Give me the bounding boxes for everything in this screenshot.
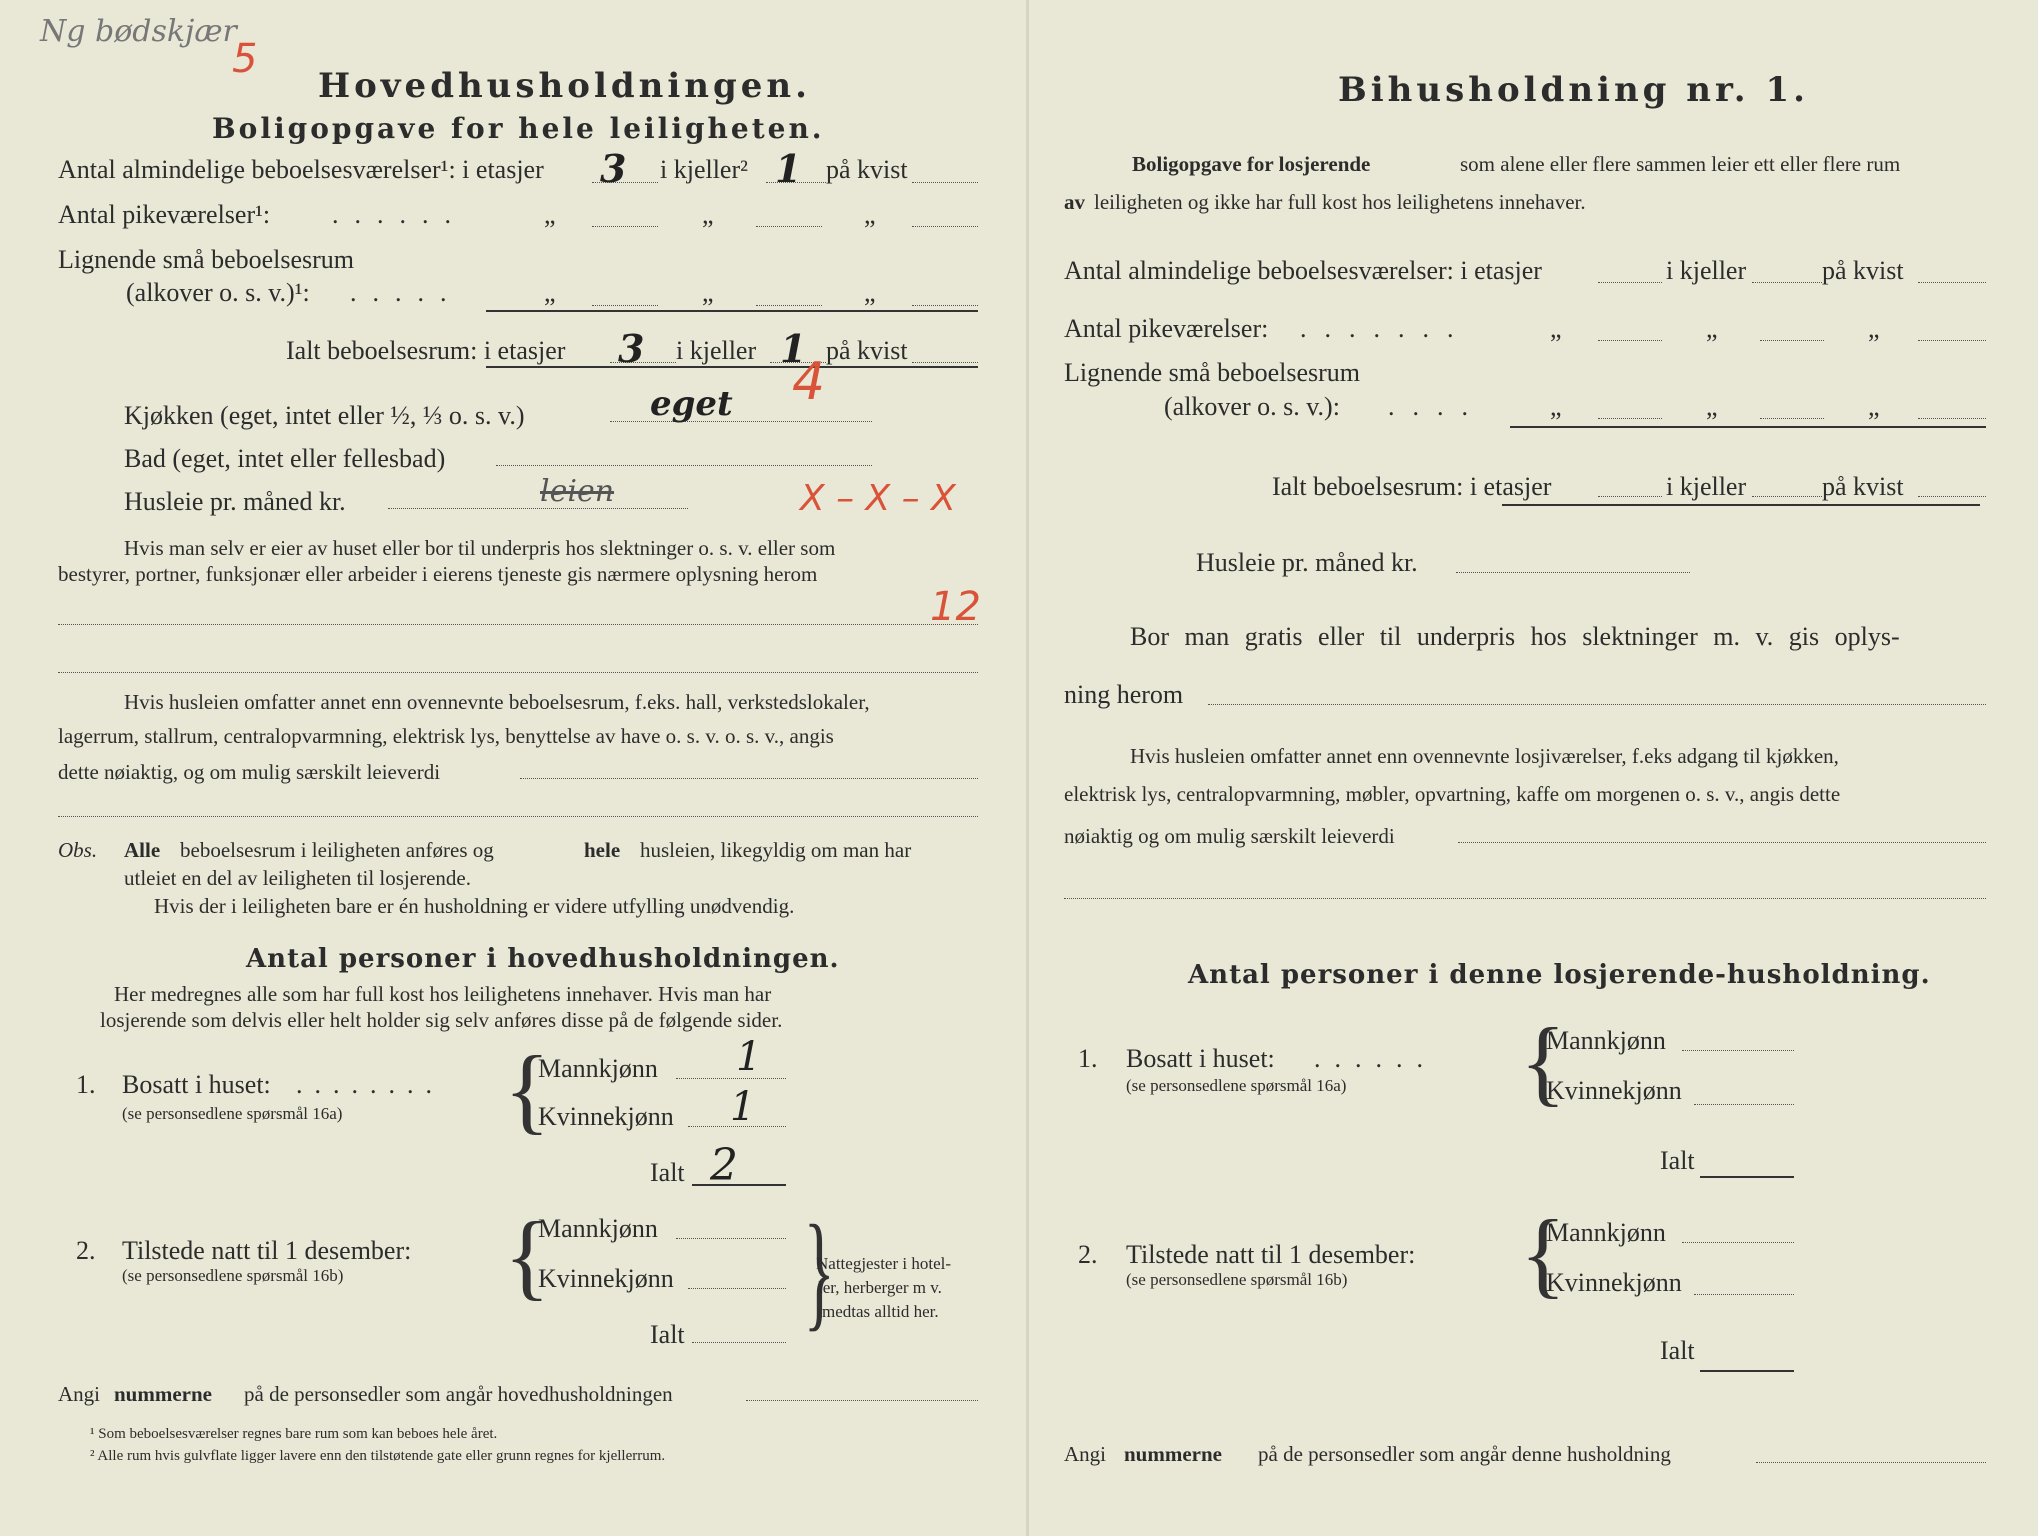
left-q2-close-brace: } <box>803 1199 835 1343</box>
left-obs-prefix: Obs. <box>58 838 98 862</box>
left-kjeller-label: i kjeller² <box>660 155 748 184</box>
left-omfatter-3: dette nøiaktig, og om mulig særskilt leieverdi <box>58 760 441 784</box>
right-angi-text: på de personsedler som angår denne husholdning <box>1258 1442 1671 1466</box>
left-q1-brace: { <box>504 1036 551 1143</box>
left-persons-text-1: Her medregnes alle som har full kost hos leilighetens innehaver. Hvis man har <box>114 982 772 1006</box>
left-husleie-red-marks: X – X – X <box>800 478 956 519</box>
right-alkover-ditto-1: „ <box>1550 392 1562 421</box>
right-intro-text-2: leiligheten og ikke har full kost hos leilighetens innehaver. <box>1094 190 1586 214</box>
left-q2-kvinne-line[interactable] <box>688 1288 786 1289</box>
left-bad-line[interactable] <box>496 465 872 466</box>
left-ialt-kvist-line[interactable] <box>912 362 978 363</box>
left-kjokken-value: eget <box>650 384 733 424</box>
left-pike-kvist-line[interactable] <box>912 226 978 227</box>
left-etasjer-value: 3 <box>600 146 627 191</box>
right-ialt-kvist-label: på kvist <box>1822 472 1904 501</box>
left-pike-ditto-3: „ <box>864 200 876 229</box>
left-footnote-2: ² Alle rum hvis gulvflate ligger lavere enn den tilstøtende gate eller grunn regnes for kjellerrum. <box>90 1448 666 1464</box>
left-angi-text: på de personsedler som angår hovedhusholdningen <box>244 1382 673 1406</box>
right-omfatter-line-2[interactable] <box>1064 898 1986 899</box>
left-pike-etasjer-line[interactable] <box>592 226 658 227</box>
left-alkover-kjeller-line[interactable] <box>756 305 822 306</box>
left-obs-text-a: beboelsesrum i leiligheten anføres og <box>180 838 494 862</box>
right-ialt-etasjer-line[interactable] <box>1598 496 1662 497</box>
right-kvist-label: på kvist <box>1822 256 1904 285</box>
left-bad-label: Bad (eget, intet eller fellesbad) <box>124 444 446 473</box>
right-intro-text-1: som alene eller flere sammen leier ett eller flere rum <box>1460 152 1901 176</box>
right-intro-bold: Boligopgave for losjerende <box>1132 152 1371 176</box>
left-q1-kvinne-label: Kvinnekjønn <box>538 1102 674 1131</box>
left-kjokken-label: Kjøkken (eget, intet eller ½, ⅓ o. s. v.) <box>124 401 525 430</box>
left-title: Hovedhusholdningen. <box>318 66 811 106</box>
right-pike-label: Antal pikeværelser: <box>1064 314 1269 343</box>
right-q2-sub: (se personsedlene spørsmål 16b) <box>1126 1270 1348 1289</box>
right-q2-ialt-rule <box>1700 1370 1794 1372</box>
left-alkover-etasjer-line[interactable] <box>592 305 658 306</box>
right-q2-mann-line[interactable] <box>1682 1242 1794 1243</box>
left-kvist-line[interactable] <box>912 182 978 183</box>
right-alkover-kvist-line[interactable] <box>1918 418 1986 419</box>
right-q2-brace: { <box>1520 1200 1567 1307</box>
right-q1-ialt-rule <box>1700 1176 1794 1178</box>
right-ialt-label: Ialt beboelsesrum: i etasjer <box>1272 472 1552 501</box>
left-alkover-kvist-line[interactable] <box>912 305 978 306</box>
right-ialt-kjeller-label: i kjeller <box>1666 472 1747 501</box>
right-sum-rule <box>1510 426 1986 428</box>
left-obs-text-3: Hvis der i leiligheten bare er én husholdning er videre utfylling unødvendig. <box>154 894 795 918</box>
left-q1-dots: ........ <box>296 1070 444 1099</box>
left-eier-line-2[interactable] <box>58 672 978 673</box>
left-kvist-label: på kvist <box>826 155 908 184</box>
right-husleie-label: Husleie pr. måned kr. <box>1196 548 1418 577</box>
left-q1-ialt-label: Ialt <box>650 1158 685 1187</box>
left-q2-sub: (se personsedlene spørsmål 16b) <box>122 1266 344 1285</box>
right-q1-label: Bosatt i huset: <box>1126 1044 1275 1073</box>
left-ialt-kjeller-value: 1 <box>780 326 807 371</box>
left-alkover-ditto-2: „ <box>702 278 714 307</box>
page-fold <box>1026 0 1029 1536</box>
left-q1-label: Bosatt i huset: <box>122 1070 271 1099</box>
left-q2-ialt-label: Ialt <box>650 1320 685 1349</box>
right-q2-number: 2. <box>1078 1240 1098 1269</box>
right-alkover-etasjer-line[interactable] <box>1598 418 1662 419</box>
left-q2-number: 2. <box>76 1236 96 1265</box>
right-q1-mann-line[interactable] <box>1682 1050 1794 1051</box>
left-pike-label: Antal pikeværelser¹: <box>58 200 271 229</box>
right-rooms-label: Antal almindelige beboelsesværelser: i etasjer <box>1064 256 1542 285</box>
left-rooms-label: Antal almindelige beboelsesværelser¹: i etasjer <box>58 155 544 184</box>
right-q1-sub: (se personsedlene spørsmål 16a) <box>1126 1076 1347 1095</box>
left-q1-ialt-value: 2 <box>710 1140 738 1191</box>
left-eier-text-2: bestyrer, portner, funksjonær eller arbeider i eierens tjeneste gis nærmere oplysning herom <box>58 562 818 586</box>
left-husleie-line[interactable] <box>388 508 688 509</box>
left-persons-title: Antal personer i hovedhusholdningen. <box>246 944 840 974</box>
left-ialt-kjeller-label: i kjeller <box>676 336 757 365</box>
right-omfatter-line-1[interactable] <box>1458 842 1986 843</box>
left-q2-note-1: Nattegjester i hotel- <box>816 1254 952 1273</box>
right-husleie-line[interactable] <box>1456 572 1690 573</box>
left-q1-mann-label: Mannkjønn <box>538 1054 658 1083</box>
right-q2-ialt-label: Ialt <box>1660 1336 1695 1365</box>
left-q1-mann-value: 1 <box>736 1034 762 1080</box>
right-pike-ditto-1: „ <box>1550 314 1562 343</box>
right-gratis-2: ning herom <box>1064 680 1184 709</box>
right-small-rooms-label: Lignende små beboelsesrum <box>1064 358 1361 387</box>
right-pike-dots: ....... <box>1300 314 1472 343</box>
right-pike-ditto-3: „ <box>1868 314 1880 343</box>
left-q1-number: 1. <box>76 1070 96 1099</box>
right-q1-brace: { <box>1520 1008 1567 1115</box>
right-kvist-line[interactable] <box>1918 282 1986 283</box>
right-pike-kvist-line[interactable] <box>1918 340 1986 341</box>
left-eier-red-number: 12 <box>930 584 981 630</box>
left-obs-text-b: husleien, likegyldig om man har <box>640 838 912 862</box>
left-ialt-rule <box>486 366 978 368</box>
left-kjeller-value: 1 <box>775 146 802 191</box>
left-small-rooms-label: Lignende små beboelsesrum <box>58 245 355 274</box>
right-q1-kvinne-label: Kvinnekjønn <box>1546 1076 1682 1105</box>
right-q2-kvinne-line[interactable] <box>1694 1294 1794 1295</box>
left-angi-prefix: Angi <box>58 1382 100 1406</box>
left-persons-text-2: losjerende som delvis eller helt holder sig selv anføres disse på de følgende sider. <box>100 1008 783 1032</box>
right-gratis-1: Bor man gratis eller til underpris hos slektninger m. v. gis oplys- <box>1130 622 1900 651</box>
right-angi-line[interactable] <box>1756 1462 1986 1463</box>
right-q2-label: Tilstede natt til 1 desember: <box>1126 1240 1416 1269</box>
right-ialt-kjeller-line[interactable] <box>1752 496 1822 497</box>
right-q1-kvinne-line[interactable] <box>1694 1104 1794 1105</box>
left-pike-ditto-2: „ <box>702 200 714 229</box>
left-ialt-etasjer-value: 3 <box>618 326 645 371</box>
left-q2-brace: { <box>504 1202 551 1309</box>
left-q1-mann-line[interactable] <box>676 1078 786 1079</box>
left-pike-ditto-1: „ <box>544 200 556 229</box>
right-intro-av: av <box>1064 190 1085 214</box>
right-alkover-ditto-2: „ <box>1706 392 1718 421</box>
right-q1-mann-label: Mannkjønn <box>1546 1026 1666 1055</box>
left-q2-mann-line[interactable] <box>676 1238 786 1239</box>
right-q1-dots: ...... <box>1314 1044 1437 1073</box>
right-angi-nummerne: nummerne <box>1124 1442 1222 1466</box>
right-omfatter-1: Hvis husleien omfatter annet enn ovennevnte losjiværelser, f.eks adgang til kjøkken, <box>1130 744 1839 768</box>
right-pike-etasjer-line[interactable] <box>1598 340 1662 341</box>
left-footnote-1: ¹ Som beboelsesværelser regnes bare rum som kan beboes hele året. <box>90 1426 498 1442</box>
left-eier-text-1: Hvis man selv er eier av huset eller bor til underpris hos slektninger o. s. v. eller som <box>124 536 836 560</box>
left-ialt-kvist-label: på kvist <box>826 336 908 365</box>
left-ialt-red-total: 4 <box>792 352 826 412</box>
right-kjeller-line[interactable] <box>1752 282 1822 283</box>
right-pike-ditto-2: „ <box>1706 314 1718 343</box>
left-alkover-label: (alkover o. s. v.)¹: <box>126 278 310 307</box>
left-omfatter-2: lagerrum, stallrum, centralopvarmning, elektrisk lys, benyttelse av have o. s. v. o. s. v., angis <box>58 724 834 748</box>
left-subtitle: Boligopgave for hele leiligheten. <box>212 112 825 145</box>
left-q1-kvinne-value: 1 <box>730 1084 756 1130</box>
left-q2-note-3: medtas alltid her. <box>822 1302 939 1321</box>
left-angi-nummerne: nummerne <box>114 1382 212 1406</box>
right-omfatter-3: nøiaktig og om mulig særskilt leieverdi <box>1064 824 1395 848</box>
right-kjeller-label: i kjeller <box>1666 256 1747 285</box>
left-q2-label: Tilstede natt til 1 desember: <box>122 1236 412 1265</box>
left-omfatter-line-2[interactable] <box>58 816 978 817</box>
left-q1-ialt-rule <box>692 1184 786 1186</box>
right-pike-kjeller-line[interactable] <box>1760 340 1824 341</box>
right-q1-ialt-label: Ialt <box>1660 1146 1695 1175</box>
right-alkover-ditto-3: „ <box>1868 392 1880 421</box>
left-angi-line[interactable] <box>746 1400 978 1401</box>
left-q2-mann-label: Mannkjønn <box>538 1214 658 1243</box>
left-alkover-ditto-3: „ <box>864 278 876 307</box>
right-etasjer-line[interactable] <box>1598 282 1662 283</box>
right-omfatter-2: elektrisk lys, centralopvarmning, møbler, opvartning, kaffe om morgenen o. s. v., angis dette <box>1064 782 1841 806</box>
right-alkover-kjeller-line[interactable] <box>1760 418 1824 419</box>
right-persons-title: Antal personer i denne losjerende-husholdning. <box>1188 960 1931 990</box>
left-omfatter-line-1[interactable] <box>520 778 978 779</box>
margin-handwritten-note: Ng bødskjær <box>40 14 237 49</box>
left-husleie-label: Husleie pr. måned kr. <box>124 487 346 516</box>
right-q2-mann-label: Mannkjønn <box>1546 1218 1666 1247</box>
left-q2-kvinne-label: Kvinnekjønn <box>538 1264 674 1293</box>
left-obs-hele: hele <box>584 838 621 862</box>
left-q2-ialt-line[interactable] <box>692 1342 786 1343</box>
right-ialt-rule <box>1502 504 1980 506</box>
right-q1-number: 1. <box>1078 1044 1098 1073</box>
left-obs-alle: Alle <box>124 838 161 862</box>
left-omfatter-1: Hvis husleien omfatter annet enn ovennevnte beboelsesrum, f.eks. hall, verkstedslokaler, <box>124 690 870 714</box>
left-pike-dots: ...... <box>332 200 467 229</box>
left-alkover-dots: ..... <box>350 278 463 307</box>
margin-red-number: 5 <box>232 36 258 82</box>
left-q1-sub: (se personsedlene spørsmål 16a) <box>122 1104 343 1123</box>
left-eier-line-1[interactable] <box>58 624 978 625</box>
right-angi-prefix: Angi <box>1064 1442 1106 1466</box>
left-alkover-ditto-1: „ <box>544 278 556 307</box>
left-husleie-value: leien <box>540 474 615 509</box>
left-ialt-label: Ialt beboelsesrum: i etasjer <box>286 336 566 365</box>
left-pike-kjeller-line[interactable] <box>756 226 822 227</box>
right-alkover-label: (alkover o. s. v.): <box>1164 392 1340 421</box>
right-ialt-kvist-line[interactable] <box>1918 496 1986 497</box>
right-q2-kvinne-label: Kvinnekjønn <box>1546 1268 1682 1297</box>
left-obs-text-2: utleiet en del av leiligheten til losjerende. <box>124 866 471 890</box>
right-title: Bihusholdning nr. 1. <box>1338 70 1809 110</box>
left-q2-note-2: ler, herberger m v. <box>818 1278 942 1297</box>
left-sum-rule <box>486 310 978 312</box>
right-alkover-dots: .... <box>1388 392 1486 421</box>
right-gratis-line[interactable] <box>1208 704 1986 705</box>
